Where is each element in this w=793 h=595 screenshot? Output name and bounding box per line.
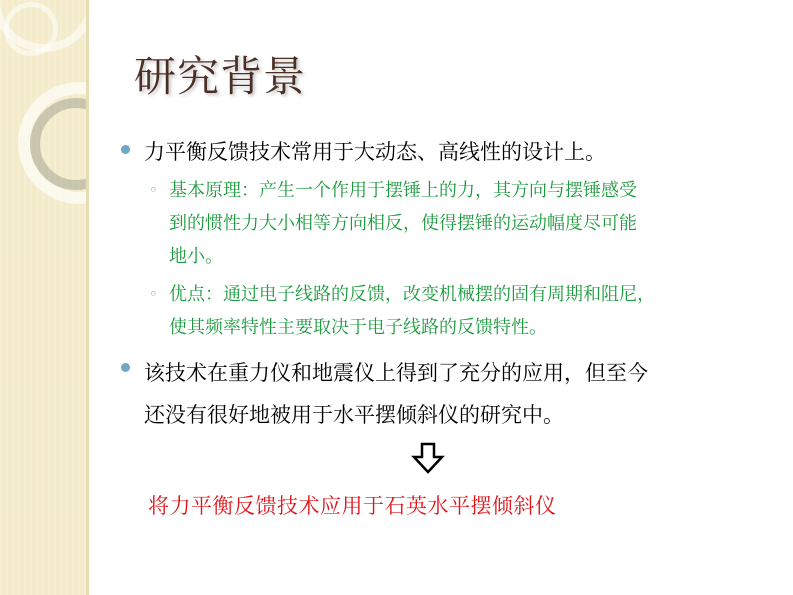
bullet-body [130,352,648,436]
bullet-line: 还没有很好地被用于水平摆倾斜仪的研究中。 [144,403,564,427]
sub-bullet-item [149,174,637,273]
bullet-item [121,352,648,436]
sub-bullet-line: 使其频率特性主要取决于电子线路的反馈特性。 [169,317,547,338]
slide-title: 研究背景 [134,52,307,101]
sub-bullet-body [169,278,655,344]
sub-bullet-marker-icon: ◦ [149,285,158,303]
decorative-side-panel [0,0,86,595]
bullet-item [121,134,606,170]
sub-bullet-marker-icon: ◦ [149,181,158,199]
sub-bullet-line: 地小。 [169,246,223,267]
sub-bullet-line: 优点：通过电子线路的反馈，改变机械摆的固有周期和阻尼， [169,284,655,305]
sub-bullet-item [149,278,655,344]
panel-divider [86,0,89,595]
sub-bullet-line: 基本原理：产生一个作用于摆锤上的力，其方向与摆锤感受 [169,180,637,201]
bullet-text: 力平衡反馈技术常用于大动态、高线性的设计上。 [144,140,606,164]
bullet-dot-icon [121,363,130,372]
conclusion-text: 将力平衡反馈技术应用于石英水平摆倾斜仪 [148,494,557,518]
bullet-dot-icon [121,145,130,154]
hollow-down-arrow-icon [411,442,445,474]
bullet-line: 该技术在重力仪和地震仪上得到了充分的应用，但至今 [144,361,648,385]
decorative-ring [4,2,58,56]
sub-bullet-body [169,174,637,273]
sub-bullet-line: 到的惯性力大小相等方向相反，使得摆锤的运动幅度尽可能 [169,213,637,234]
